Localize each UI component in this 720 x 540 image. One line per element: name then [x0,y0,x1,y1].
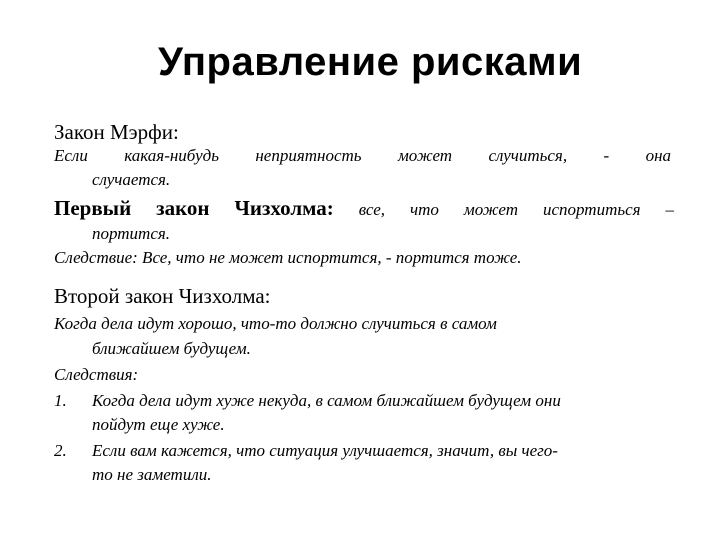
list-item-number: 2. [54,441,67,460]
list-item-line-1: Если вам кажется, что ситуация улучшается, значит, вы чего- [92,441,558,460]
murphy-word: Если [54,146,88,165]
chisholm1-heading-word: закон [156,196,210,220]
list-item-number: 1. [54,391,67,410]
murphy-word: какая-нибудь [124,146,219,165]
chisholm1-heading-word: Чизхолма: [234,196,334,220]
chisholm1-line-1 [54,196,674,221]
murphy-word: она [645,146,671,165]
list-item-line-1: Когда дела идут хуже некуда, в самом ближайшем будущем они [92,391,561,410]
murphy-word: - [603,146,610,165]
murphy-word: может [397,146,453,165]
chisholm1-word: испортиться [542,200,641,219]
chisholm2-heading: Второй закон Чизхолма: [54,284,271,308]
list-item-line-2: пойдут еще хуже. [92,415,225,434]
murphy-word: случиться, [488,146,568,165]
chisholm2-line-1: Когда дела идут хорошо, что-то должно случиться в самом [54,314,497,333]
chisholm1-word: может [463,200,518,219]
slide-title: Управление рисками [158,40,583,84]
chisholm1-heading-word: Первый [54,196,132,220]
chisholm1-word: все, [358,200,386,219]
murphy-line-2: случается. [92,170,171,189]
chisholm1-line-2: портится. [92,224,171,243]
chisholm1-corollary: Следствие: Все, что не может испортится, - портится тоже. [54,248,522,267]
chisholm1-word: что [410,200,439,219]
chisholm1-word: – [665,200,674,219]
murphy-line-1 [54,146,671,166]
murphy-word: неприятность [255,146,362,165]
murphy-heading: Закон Мэрфи: [54,120,179,144]
chisholm2-corollaries-label: Следствия: [54,365,139,384]
list-item-line-2: то не заметили. [92,465,212,484]
chisholm2-line-2: ближайшем будущем. [92,339,251,358]
